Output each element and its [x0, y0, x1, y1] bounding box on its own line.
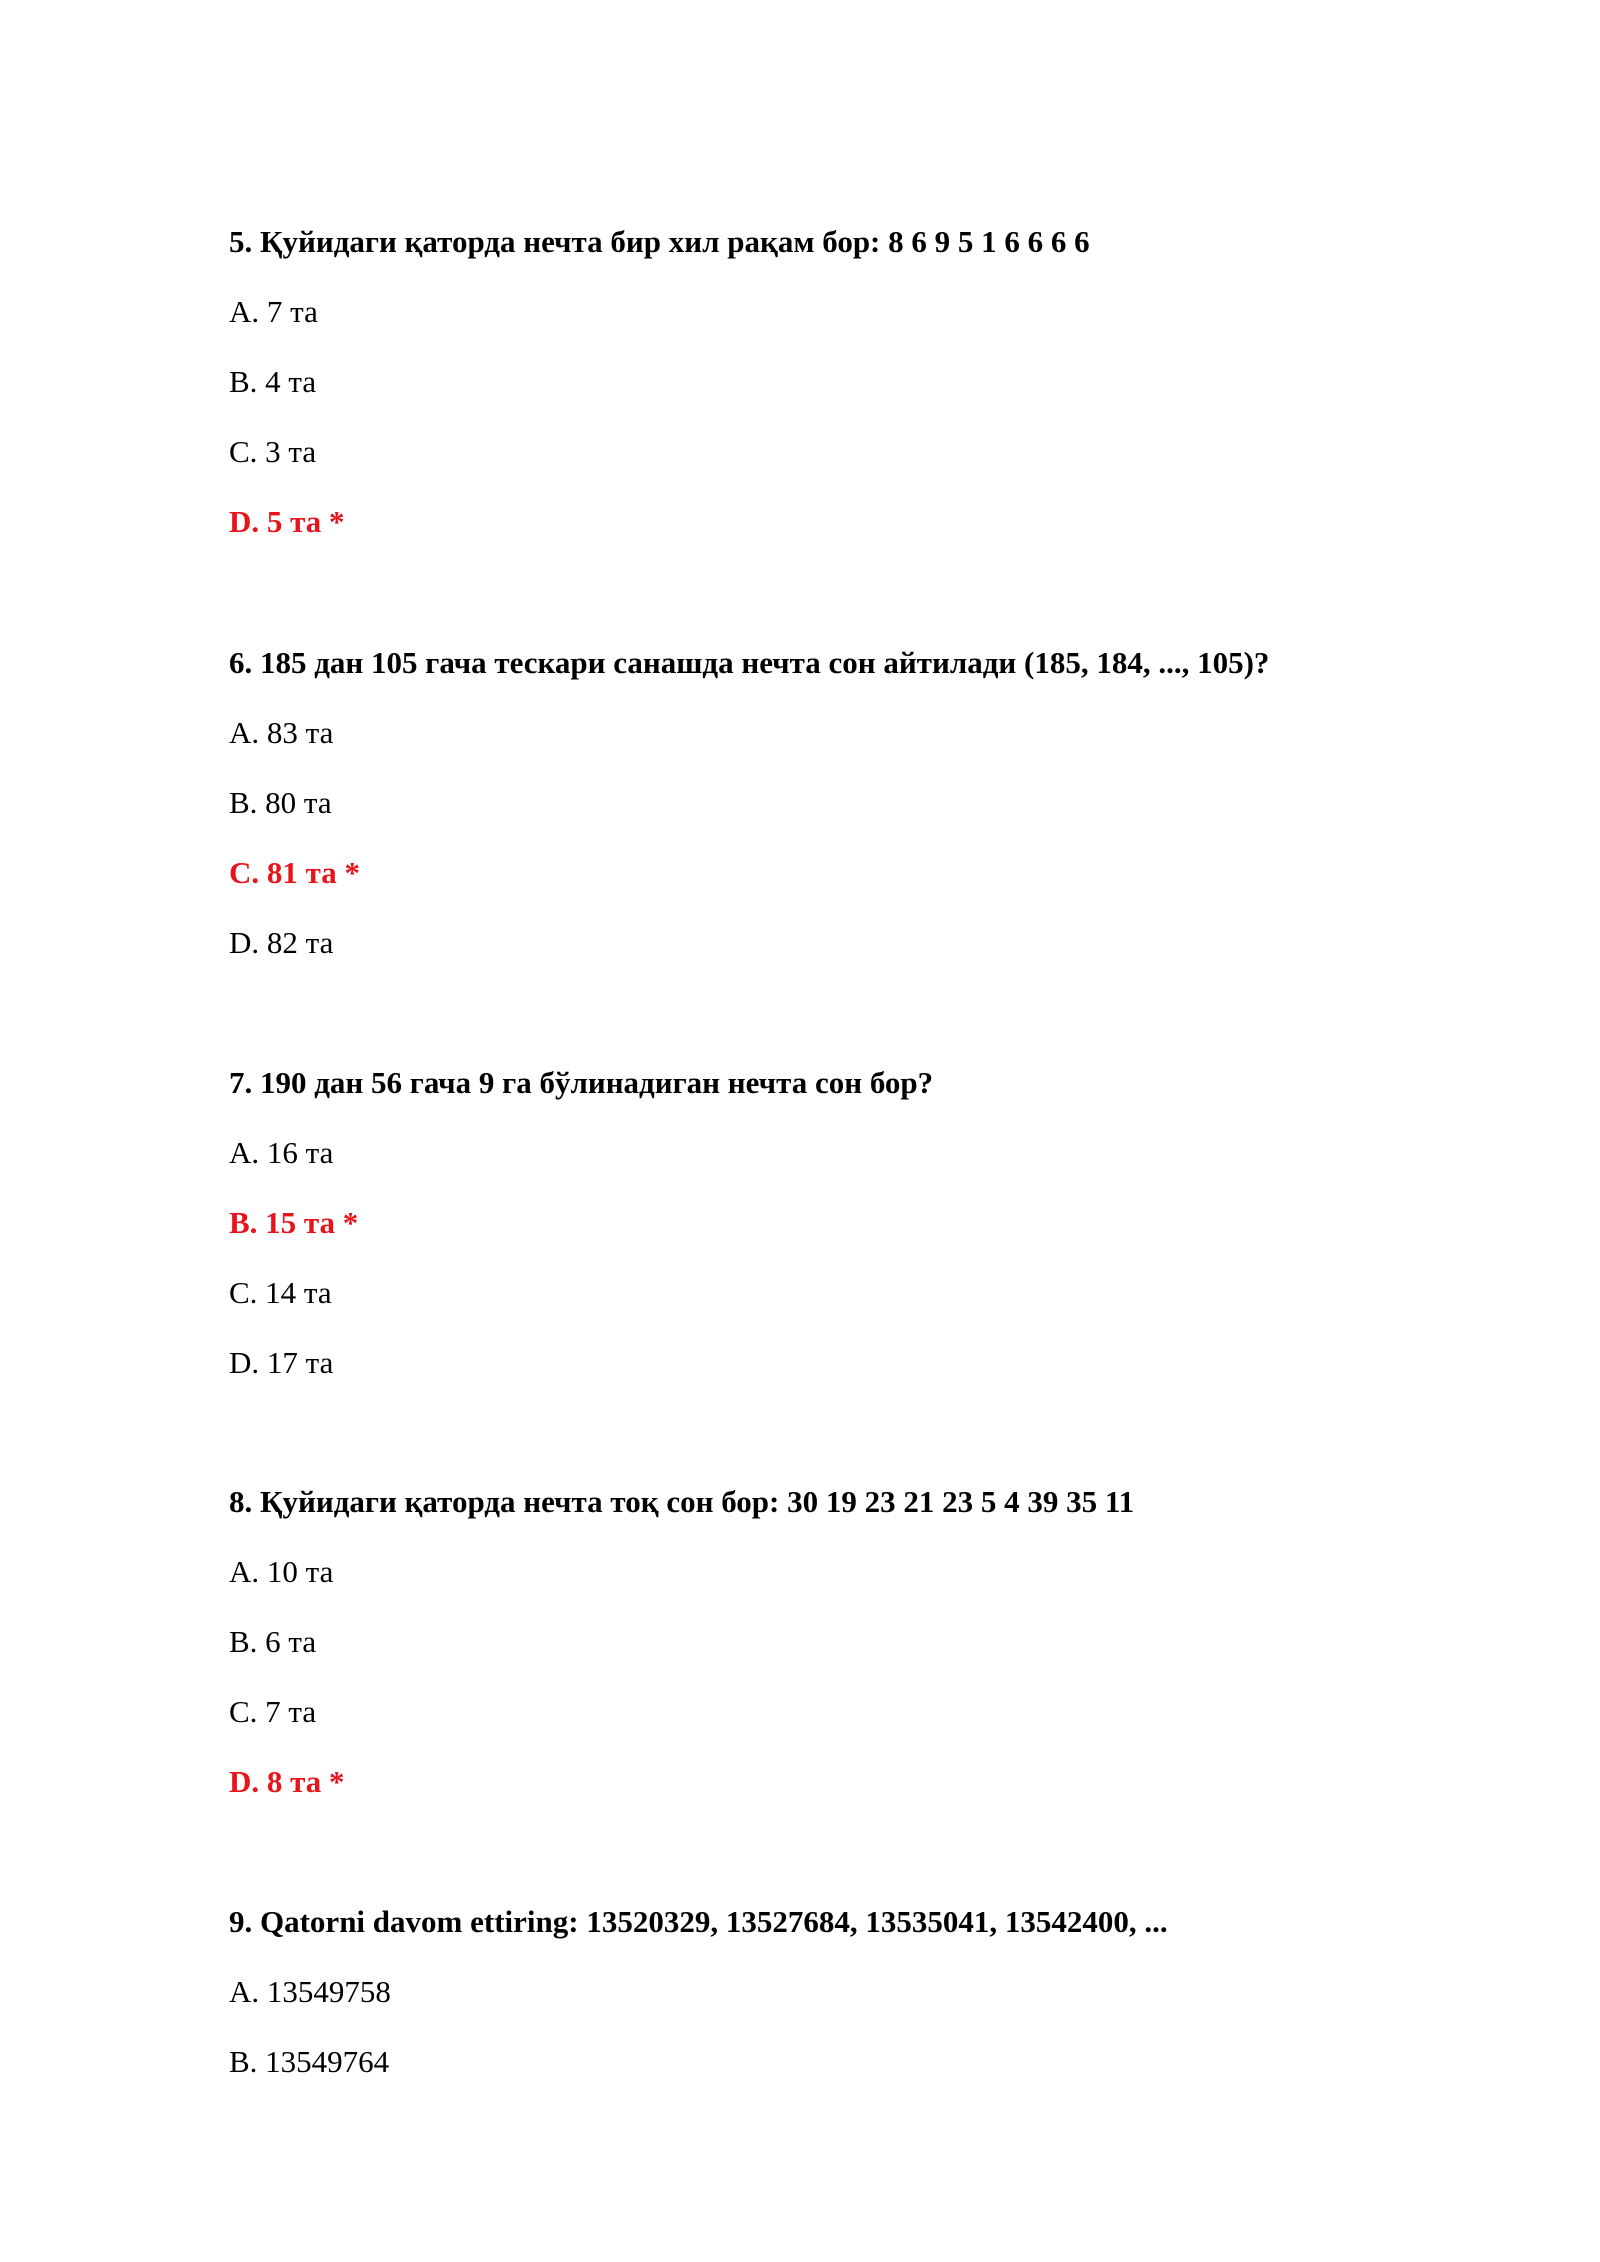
- question-6: [229, 645, 1429, 961]
- option-b: B. 4 та: [229, 364, 317, 399]
- option-a: A. 83 та: [229, 715, 334, 750]
- option-d-correct: D. 8 та *: [229, 1764, 345, 1799]
- option-b-correct: B. 15 та *: [229, 1205, 359, 1240]
- question-text: 9. Qatorni davom ettiring: 13520329, 13527684, 13535041, 13542400, ...: [229, 1904, 1168, 1939]
- option-b: B. 6 та: [229, 1624, 317, 1659]
- option-a: A. 16 та: [229, 1135, 334, 1170]
- option-a: A. 10 та: [229, 1554, 334, 1589]
- question-text: 7. 190 дан 56 гача 9 га бўлинадиган нечта сон бор?: [229, 1065, 934, 1100]
- question-text: 8. Қуйидаги қаторда нечта тоқ сон бор: 30 19 23 21 23 5 4 39 35 11: [229, 1484, 1135, 1519]
- question-text: 5. Қуйидаги қаторда нечта бир хил рақам бор: 8 6 9 5 1 6 6 6 6: [229, 224, 1090, 259]
- option-b: B. 13549764: [229, 2044, 390, 2079]
- option-a: A. 7 та: [229, 294, 318, 329]
- option-c-correct: C. 81 та *: [229, 855, 360, 890]
- question-5: [229, 224, 1429, 540]
- option-d: D. 17 та: [229, 1345, 334, 1380]
- question-text: 6. 185 дан 105 гача тескари санашда нечта сон айтилади (185, 184, ..., 105)?: [229, 645, 1270, 680]
- option-d: D. 82 та: [229, 925, 334, 960]
- option-d-correct: D. 5 та *: [229, 504, 345, 539]
- question-7: [229, 1065, 1429, 1381]
- question-8: [229, 1484, 1429, 1800]
- option-c: C. 14 та: [229, 1275, 332, 1310]
- option-a: A. 13549758: [229, 1974, 391, 2009]
- option-c: C. 7 та: [229, 1694, 317, 1729]
- option-c: C. 3 та: [229, 434, 317, 469]
- option-b: B. 80 та: [229, 785, 332, 820]
- question-9: [229, 1904, 1429, 2080]
